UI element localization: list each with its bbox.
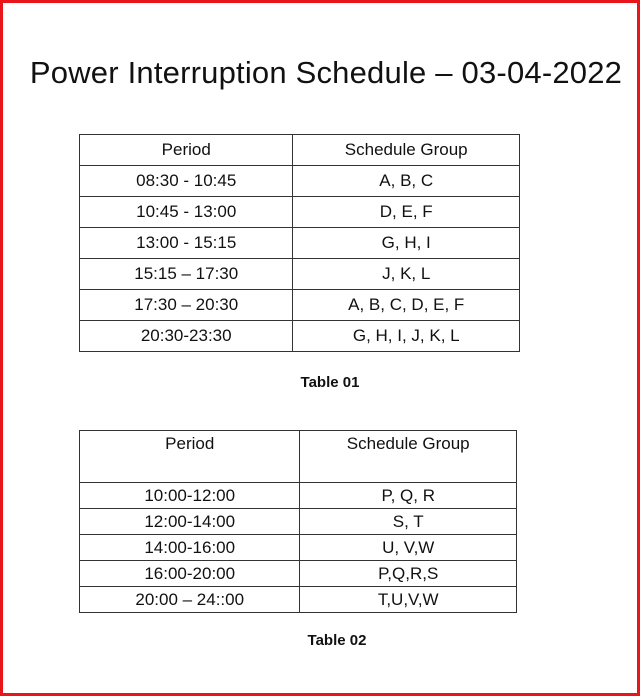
group-cell: D, E, F (293, 197, 520, 228)
period-cell: 12:00-14:00 (80, 509, 300, 535)
group-cell: T,U,V,W (300, 587, 517, 613)
table-header-row (80, 431, 517, 483)
group-cell: G, H, I, J, K, L (293, 321, 520, 352)
column-header-period: Period (80, 135, 293, 166)
period-cell: 20:30-23:30 (80, 321, 293, 352)
period-cell: 20:00 – 24::00 (80, 587, 300, 613)
group-cell: A, B, C, D, E, F (293, 290, 520, 321)
table-row (80, 228, 520, 259)
column-header-schedule-group: Schedule Group (293, 135, 520, 166)
period-cell: 16:00-20:00 (80, 561, 300, 587)
table-row (80, 166, 520, 197)
group-cell: P,Q,R,S (300, 561, 517, 587)
table-row (80, 290, 520, 321)
period-cell: 14:00-16:00 (80, 535, 300, 561)
table-row (80, 483, 517, 509)
table-row (80, 509, 517, 535)
period-cell: 10:45 - 13:00 (80, 197, 293, 228)
group-cell: P, Q, R (300, 483, 517, 509)
period-cell: 17:30 – 20:30 (80, 290, 293, 321)
period-cell: 15:15 – 17:30 (80, 259, 293, 290)
group-cell: G, H, I (293, 228, 520, 259)
table-row (80, 561, 517, 587)
group-cell: A, B, C (293, 166, 520, 197)
table-header-row (80, 135, 520, 166)
group-cell: U, V,W (300, 535, 517, 561)
column-header-schedule-group: Schedule Group (300, 431, 517, 483)
page-title: Power Interruption Schedule – 03-04-2022 (29, 55, 623, 90)
schedule-table-02 (79, 430, 517, 613)
table-row (80, 587, 517, 613)
table-row (80, 259, 520, 290)
period-cell: 10:00-12:00 (80, 483, 300, 509)
table-row (80, 197, 520, 228)
period-cell: 08:30 - 10:45 (80, 166, 293, 197)
schedule-table-01 (79, 134, 520, 352)
column-header-period: Period (80, 431, 300, 483)
table-row (80, 535, 517, 561)
table-caption-02: Table 02 (307, 632, 367, 649)
group-cell: S, T (300, 509, 517, 535)
table-row (80, 321, 520, 352)
period-cell: 13:00 - 15:15 (80, 228, 293, 259)
table-caption-01: Table 01 (300, 374, 360, 391)
group-cell: J, K, L (293, 259, 520, 290)
